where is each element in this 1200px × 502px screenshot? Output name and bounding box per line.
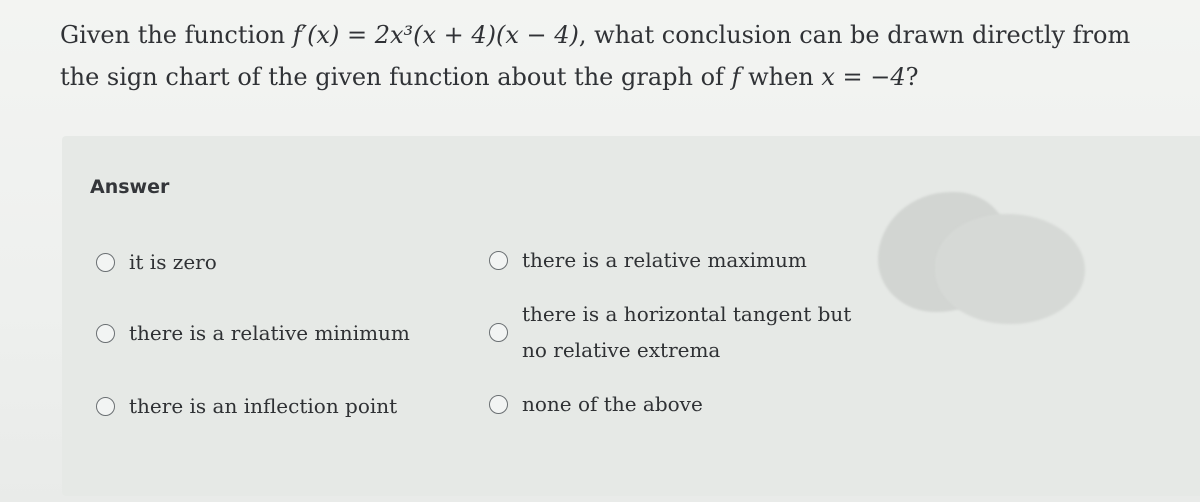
option-label: there is a relative maximum xyxy=(522,248,807,272)
radio-button[interactable] xyxy=(489,251,508,270)
radio-button[interactable] xyxy=(489,395,508,414)
question-prefix: Given the function xyxy=(60,21,293,49)
glare-smudge xyxy=(935,214,1085,324)
answer-option-horizontal-tangent[interactable] xyxy=(489,296,862,368)
question-text xyxy=(60,14,1170,98)
answer-option-inflection-point[interactable] xyxy=(96,388,397,424)
answer-option-relative-maximum[interactable] xyxy=(489,242,807,278)
function-symbol: f xyxy=(731,63,741,91)
function-expression: f′(x) = 2x³(x + 4)(x − 4) xyxy=(292,21,579,49)
answer-option-relative-minimum[interactable] xyxy=(96,315,410,351)
option-label: there is an inflection point xyxy=(129,394,398,418)
question-suffix: ? xyxy=(905,63,919,91)
option-label: it is zero xyxy=(129,250,217,274)
x-value-expression: x = −4 xyxy=(821,63,906,91)
radio-button[interactable] xyxy=(96,253,115,272)
option-label: none of the above xyxy=(522,392,703,416)
option-label: there is a horizontal tangent but no relative extrema xyxy=(522,302,852,362)
answer-heading: Answer xyxy=(90,176,170,198)
radio-button[interactable] xyxy=(489,323,508,342)
answer-option-none-of-the-above[interactable] xyxy=(489,386,703,422)
question-middle: , what conclusion can be drawn directly from the sign chart of the given function about the graph of xyxy=(60,21,1131,91)
answer-option-it-is-zero[interactable] xyxy=(96,244,217,280)
option-label: there is a relative minimum xyxy=(129,321,410,345)
question-when: when xyxy=(740,63,822,91)
radio-button[interactable] xyxy=(96,324,115,343)
radio-button[interactable] xyxy=(96,397,115,416)
